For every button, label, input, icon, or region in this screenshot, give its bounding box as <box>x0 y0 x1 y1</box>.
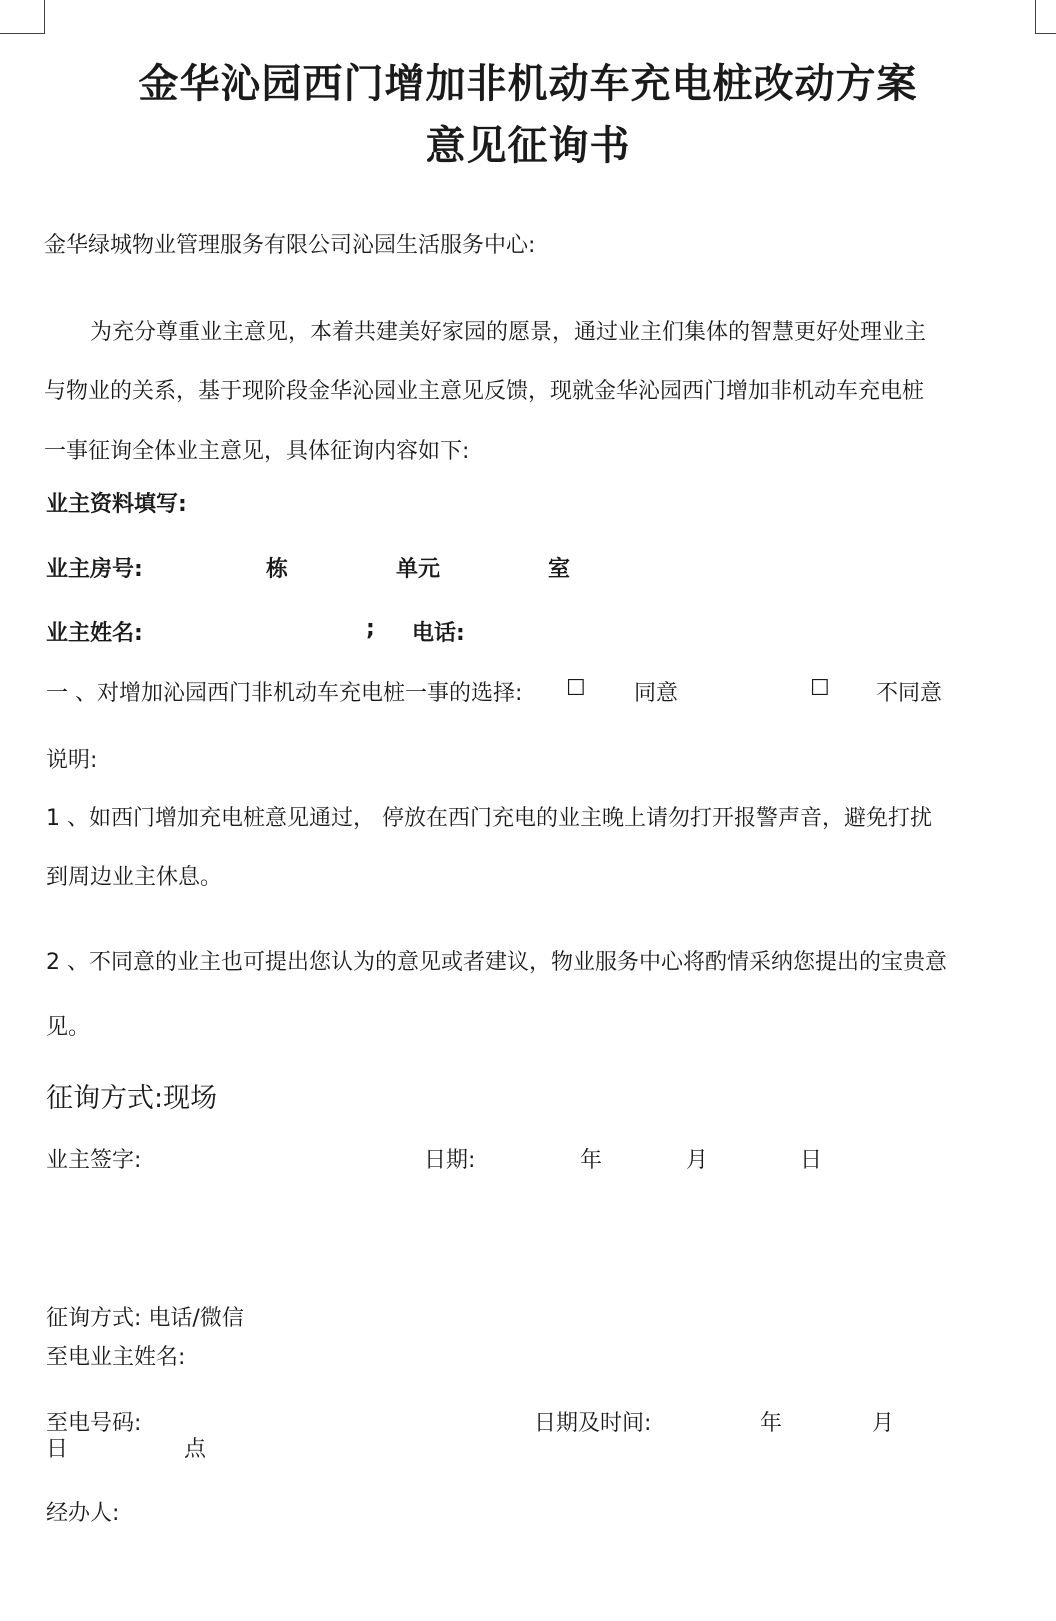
disagree-label: 不同意 <box>876 681 943 706</box>
addressee: 金华绿城物业管理服务有限公司沁园生活服务中心: <box>44 233 536 258</box>
date-label: 日期: <box>424 1148 476 1173</box>
datetime-month[interactable]: 月 <box>872 1411 895 1436</box>
date-day[interactable]: 日 <box>800 1148 823 1173</box>
unit-field[interactable]: 单元 <box>396 557 441 582</box>
notes-heading: 说明: <box>46 748 98 773</box>
phone-label: 电话: <box>412 621 465 646</box>
owner-name-label: 业主姓名: <box>46 621 143 646</box>
disagree-checkbox[interactable]: ☐ <box>810 676 830 701</box>
date-year[interactable]: 年 <box>580 1148 603 1173</box>
phone-number-label: 至电号码: <box>46 1411 142 1436</box>
agree-label: 同意 <box>634 681 679 706</box>
note-1-line-1: 1 、如西门增加充电桩意见通过， 停放在西门充电的业主晚上请勿打开报警声音，避免打扰 <box>46 806 932 831</box>
datetime-day[interactable]: 日 <box>46 1437 69 1462</box>
room-label: 业主房号: <box>46 557 143 582</box>
document-title: 金华沁园西门增加非机动车充电桩改动方案 <box>138 61 918 107</box>
datetime-hour[interactable]: 点 <box>184 1437 207 1462</box>
page-corner-mark-left <box>0 0 45 34</box>
document-subtitle: 意见征询书 <box>425 123 631 169</box>
signature-label: 业主签字: <box>46 1148 142 1173</box>
page-corner-mark-right <box>1035 0 1056 34</box>
handler-label: 经办人: <box>46 1501 120 1526</box>
agree-checkbox[interactable]: ☐ <box>566 676 586 701</box>
intro-line-2: 与物业的关系，基于现阶段金华沁园业主意见反馈，现就金华沁园西门增加非机动车充电桩 <box>44 379 925 404</box>
caller-name-label: 至电业主姓名: <box>46 1345 186 1370</box>
datetime-year[interactable]: 年 <box>760 1411 783 1436</box>
building-field[interactable]: 栋 <box>266 557 289 582</box>
date-month[interactable]: 月 <box>686 1148 709 1173</box>
note-1-line-2: 到周边业主休息。 <box>46 865 223 890</box>
owner-info-heading: 业主资料填写: <box>46 492 187 517</box>
room-field[interactable]: 室 <box>548 557 571 582</box>
intro-line-1: 为充分尊重业主意见，本着共建美好家园的愿景，通过业主们集体的智慧更好处理业主 <box>90 320 927 345</box>
phone-method: 征询方式: 电话/微信 <box>46 1306 244 1331</box>
name-phone-separator: ; <box>366 616 375 641</box>
intro-line-3: 一事征询全体业主意见，具体征询内容如下: <box>44 439 470 464</box>
datetime-label: 日期及时间: <box>534 1411 652 1436</box>
question-text: 一 、对增加沁园西门非机动车充电桩一事的选择: <box>46 681 523 706</box>
note-2-line-2: 见。 <box>46 1015 91 1040</box>
note-2-line-1: 2 、不同意的业主也可提出您认为的意见或者建议，物业服务中心将酌情采纳您提出的宝贵意 <box>46 950 947 975</box>
onsite-method: 征询方式:现场 <box>46 1083 218 1114</box>
